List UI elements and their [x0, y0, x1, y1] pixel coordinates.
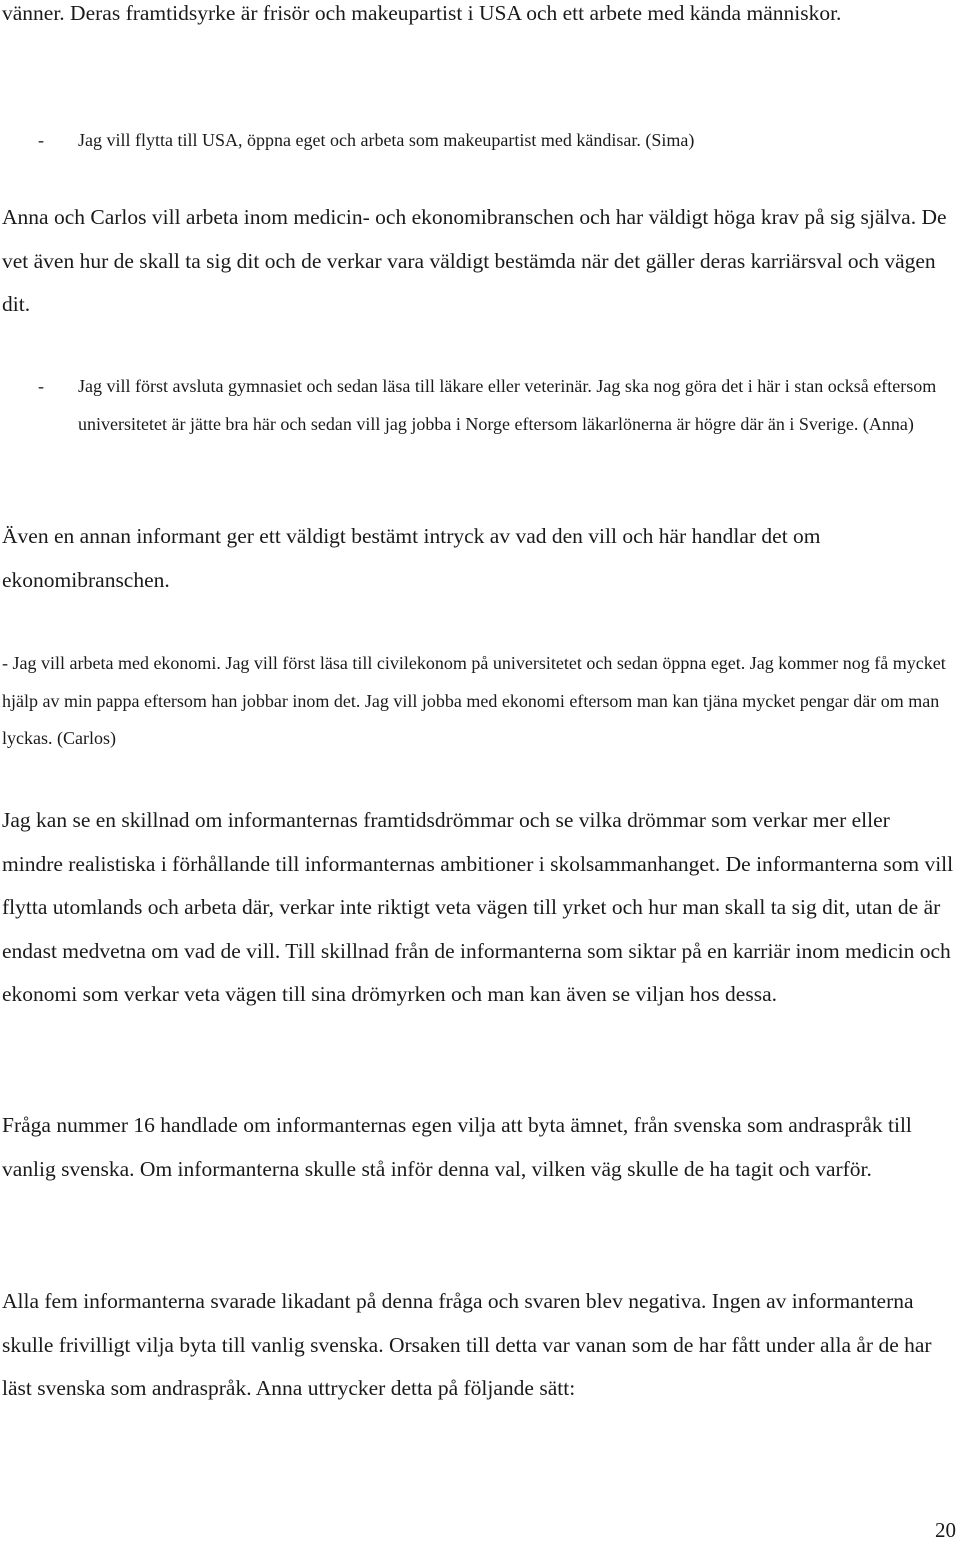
quote-dash: -	[38, 130, 44, 150]
paragraph-fraga-16: Fråga nummer 16 handlade om informanternas egen vilja att byta ämnet, från svenska som andraspråk till vanlig svenska. Om informanterna skulle stå inför denna val, vilken väg skulle de ha tagit och varför.	[2, 1113, 912, 1181]
paragraph-alla-fem: Alla fem informanterna svarade likadant på denna fråga och svaren blev negativa. Ingen av informanterna skulle frivilligt vilja byta till vanlig svenska. Orsaken till detta var vanan som de har fått under alla år de har läst svenska som andraspråk. Anna uttrycker detta på följande sätt:	[2, 1289, 932, 1400]
quote-text: Jag vill flytta till USA, öppna eget och arbeta som makeupartist med kändisar. (Sima)	[78, 130, 695, 150]
paragraph-intro: vänner. Deras framtidsyrke är frisör och makeupartist i USA och ett arbete med kända människor.	[2, 1, 842, 25]
quote-anna	[38, 368, 958, 443]
paragraph-annan-informant: Även en annan informant ger ett väldigt bestämt intryck av vad den vill och här handlar det om ekonomibranschen.	[2, 524, 821, 592]
paragraph-skillnad: Jag kan se en skillnad om informanternas framtidsdrömmar och se vilka drömmar som verkar mer eller mindre realistiska i förhållande till informanternas ambitioner i skolsammanhanget. De informanterna som vill flytta utomlands och arbeta där, verkar inte riktigt veta vägen till yrket och hur man skall ta sig dit, utan de är endast medvetna om vad de vill. Till skillnad från de informanterna som siktar på en karriär inom medicin och ekonomi som verkar veta vägen till sina drömyrken och man kan även se viljan hos dessa.	[2, 808, 954, 1006]
quote-text: Jag vill först avsluta gymnasiet och sedan läsa till läkare eller veterinär. Jag ska nog göra det i här i stan också eftersom universitetet är jätte bra här och sedan vill jag jobba i Norge eftersom läkarlönerna är högre där än i Sverige. (Anna)	[78, 376, 937, 434]
quote-carlos: - Jag vill arbeta med ekonomi. Jag vill först läsa till civilekonom på universitetet och sedan öppna eget. Jag kommer nog få mycket hjälp av min pappa eftersom han jobbar inom det. Jag vill jobba med ekonomi eftersom man kan tjäna mycket pengar där om man lyckas. (Carlos)	[2, 653, 946, 748]
quote-sima	[38, 122, 958, 160]
page-number: 20	[935, 1518, 956, 1542]
paragraph-anna-carlos: Anna och Carlos vill arbeta inom medicin- och ekonomibranschen och har väldigt höga krav på sig själva. De vet även hur de skall ta sig dit och de verkar vara väldigt bestämda när det gäller deras karriärsval och vägen dit.	[2, 205, 947, 316]
quote-dash: -	[38, 376, 44, 396]
